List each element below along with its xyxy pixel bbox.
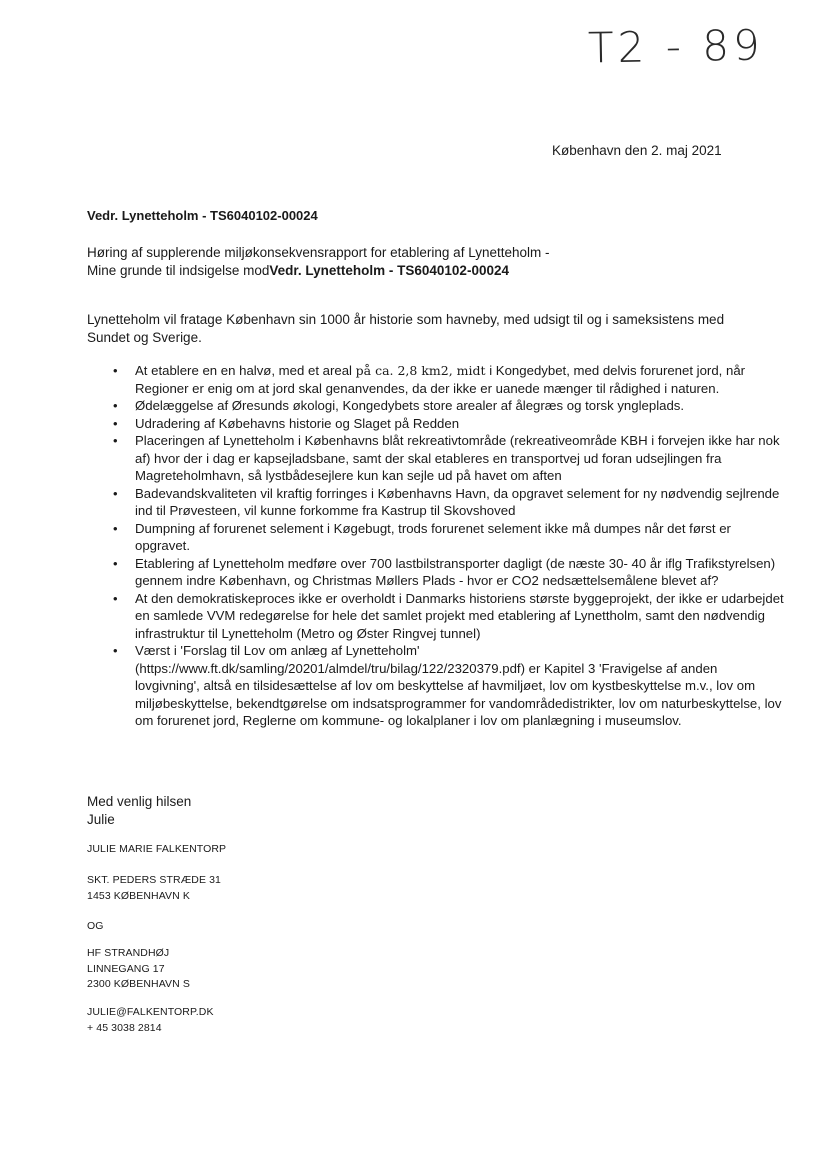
sender-address-2 <box>87 946 190 993</box>
list-item <box>135 362 785 397</box>
phone-text: + 45 3038 2814 <box>87 1021 162 1034</box>
intro-paragraph: Lynetteholm vil fratage København sin 1000 år historie som havneby, med udsigt til og i sameksistens med Sundet og Sverige. <box>87 312 725 345</box>
address-city: 1453 KØBENHAVN K <box>87 889 190 902</box>
hearing-line-2 <box>87 262 607 280</box>
handwritten-reference: T2 - 89 <box>587 20 765 73</box>
list-item: • Ødelæggelse af Øresunds økologi, Kongedybets store arealer af ålegræs og torsk yngleplads. <box>135 397 785 415</box>
objection-list <box>87 362 785 730</box>
email-text: JULIE@FALKENTORP.DK <box>87 1006 214 1018</box>
sender-full-name: JULIE MARIE FALKENTORP <box>87 843 227 855</box>
list-item: • Udradering af Købehavns historie og Slaget på Redden <box>135 415 785 433</box>
list-item-text-part: At etablere en en halvø, med et areal <box>135 363 356 378</box>
hearing-heading <box>87 244 607 280</box>
list-item: • Badevandskvaliteten vil kraftig forringes i Københavns Havn, da opgravet selement for ny nødvendig sejlrende ind til Prøvesteen, vil kunne forkomme fra Kastrup til Skovshoved <box>135 485 785 520</box>
closing-name: Julie <box>87 812 115 827</box>
subject-line: Vedr. Lynetteholm - TS6040102-00024 <box>87 208 318 223</box>
hearing-line-2-prefix: Mine grunde til indsigelse mod <box>87 263 270 278</box>
list-item: • Dumpning af forurenet selement i Køgebugt, trods forurenet selement ikke må dumpes når det først er opgravet. <box>135 520 785 555</box>
conjunction-og: OG <box>87 920 104 932</box>
address-street: LINNEGANG 17 <box>87 962 165 975</box>
list-item: • Værst i 'Forslag til Lov om anlæg af Lynetteholm' (https://www.ft.dk/samling/20201/almdel/tru/bilag/122/2320379.pdf) er Kapitel 3 'Fravigelse af anden lovgivning', altså en tilsidesættelse af lov om beskyttelse af havmiljøet, lov om kystbeskyttelse m.v., lov om miljøbeskyttelse, bekendtgørelse om indsatsprogrammer for vandområdedistrikter, lov om naturbeskyttelse, lov om forurenet jord, Reglerne om kommune- og lokalplaner i lov om planlægning i museumslov. <box>135 642 785 730</box>
address-name: HF STRANDHØJ <box>87 947 170 959</box>
hearing-line-2-bold: Vedr. Lynetteholm - TS6040102-00024 <box>269 263 509 278</box>
sender-address-1 <box>87 873 221 904</box>
list-item: • At den demokratiskeproces ikke er overholdt i Danmarks historiens største byggeprojekt, der ikke er udarbejdet en samlede VVM redegørelse for hele det samlet projekt med etablering af Lynettholm, samt den nødvendig infrastruktur til Lynetteholm (Metro og Øster Ringvej tunnel) <box>135 590 785 643</box>
address-street: SKT. PEDERS STRÆDE 31 <box>87 874 221 886</box>
list-item-text-part: på ca. 2,8 km2, midt <box>355 363 486 378</box>
list-item: • Placeringen af Lynetteholm i Københavns blåt rekreativtområde (rekreativeområde KBH i forvejen ikke har nok af) hvor der i dag er kapsejladsbane, samt der skal etableres en transportvej ud foran udsejlingen fra Magreteholmhavn, så lystbådesejlere kun kan sejle ud på havet om aften <box>135 432 785 485</box>
list-item-text-part: i Kongedybet, med delvis forurenet jord, når Regioner er enig om at jord skal genanvendes, da der ikke er uanede mænger til rådighed i naturen. <box>135 363 746 396</box>
address-city: 2300 KØBENHAVN S <box>87 978 190 990</box>
date-line: København den 2. maj 2021 <box>552 143 722 158</box>
hearing-line-1: Høring af supplerende miljøkonsekvensrapport for etablering af Lynetteholm - <box>87 245 550 260</box>
list-item: • Etablering af Lynetteholm medføre over 700 lastbilstransporter dagligt (de næste 30- 40 år iflg Trafikstyrelsen) gennem indre København, og Christmas Møllers Plads - hvor er CO2 nedsættelsemålene blevet af? <box>135 555 785 590</box>
closing-greeting: Med venlig hilsen <box>87 794 192 809</box>
closing-block <box>87 793 191 829</box>
sender-contact <box>87 1005 214 1036</box>
